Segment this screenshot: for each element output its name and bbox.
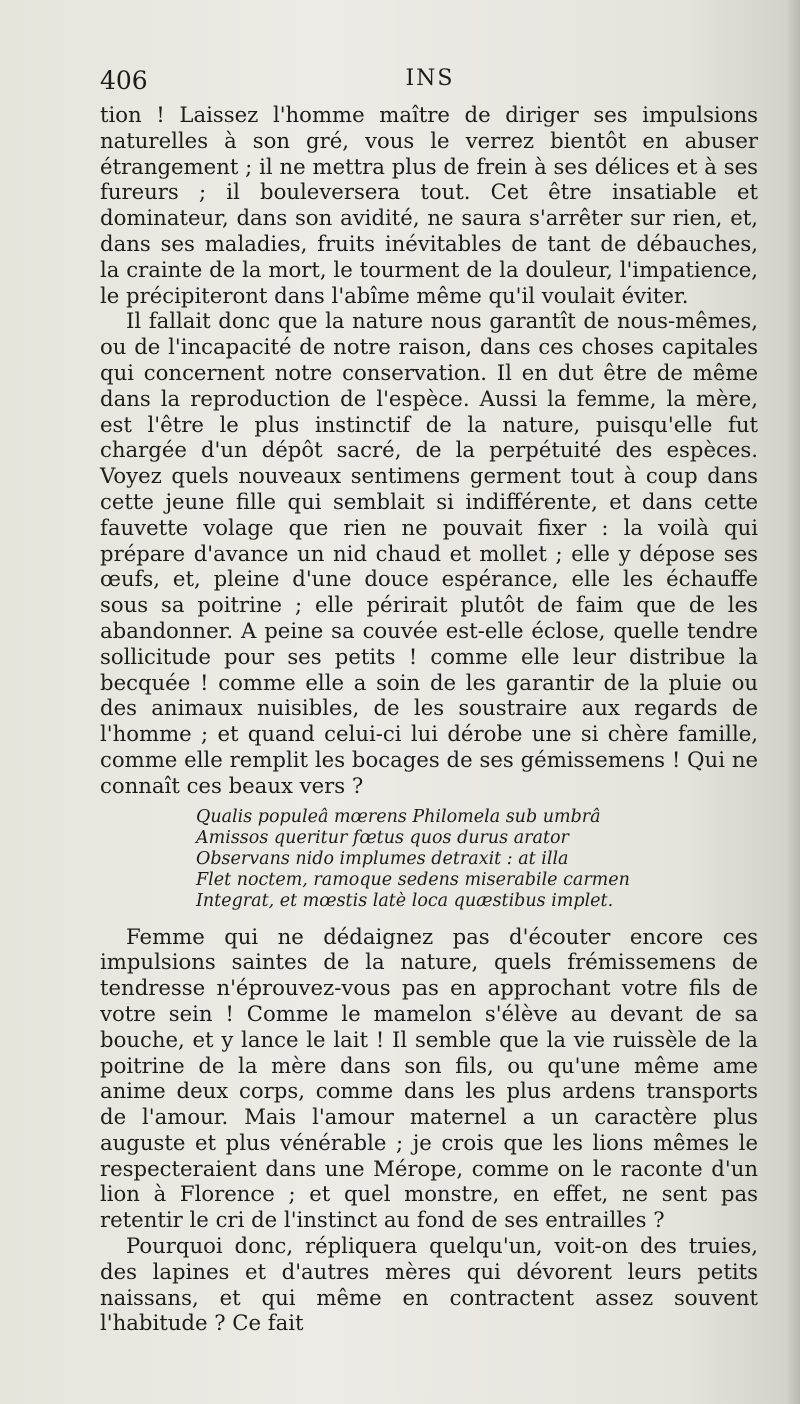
page-gutter-shadow — [786, 0, 800, 1404]
page-body — [100, 102, 758, 1336]
verse-line: Integrat, et mœstis latè loca quæstibus implet. — [196, 890, 614, 911]
latin-verse-quote — [196, 807, 758, 912]
verse-line: Flet noctem, ramoque sedens miserabile carmen — [196, 869, 630, 890]
paragraph-question: Pourquoi donc, répliquera quelqu'un, voit-on des truies, des lapines et d'autres mères qui dévorent leurs petits naissans, et qui même en contractent assez souvent l'habitude ? Ce fait — [100, 1233, 758, 1336]
verse-line: Amissos queritur fœtus quos durus arator — [196, 827, 569, 848]
paragraph-maternal-love: Femme qui ne dédaignez pas d'écouter encore ces impulsions saintes de la nature, quels frémissemens de tendresse n'éprouvez-vous pas en approchant votre fils de votre sein ! Comme le mamelon s'élève au devant de sa bouche, et y lance le lait ! Il semble que la vie ruissèle de la poitrine de la mère dans son fils, ou qu'une même ame anime deux corps, comme dans les plus ardens transports de l'amour. Mais l'amour maternel a un caractère plus auguste et plus vénérable ; je crois que les lions mêmes le respecteraient dans une Mérope, comme on le raconte d'un lion à Florence ; et quel monstre, en effet, ne sent pas retentir le cri de l'instinct au fond de ses entrailles ? — [100, 923, 758, 1233]
page-number: 406 — [100, 66, 148, 95]
paragraph-nature-instinct: Il fallait donc que la nature nous garantît de nous-mêmes, ou de l'incapacité de notre raison, dans ces choses capitales qui concernent notre conservation. Il en dut être de même dans la reproduction de l'espèce. Aussi la femme, la mère, est l'être le plus instinctif de la nature, puisqu'elle fut chargée d'un dépôt sacré, de la perpétuité des espèces. Voyez quels nouveaux sentimens germent tout à coup dans cette jeune fille qui semblait si indifférente, et dans cette fauvette volage que rien ne pouvait fixer : la voilà qui prépare d'avance un nid chaud et mollet ; elle y dépose ses œufs, et, pleine d'une douce espérance, elle les échauffe sous sa poitrine ; elle périrait plutôt de faim que de les abandonner. A peine sa couvée est-elle éclose, quelle tendre sollicitude pour ses petits ! comme elle leur distribue la becquée ! comme elle a soin de les garantir de la pluie ou des animaux nuisibles, de les soustraire aux regards de l'homme ; et quand celui-ci lui dérobe une si chère famille, comme elle remplit les bocages de ses gémissemens ! Qui ne connaît ces beaux vers ? — [100, 308, 758, 798]
page-header — [100, 66, 760, 102]
running-head: INS — [405, 66, 455, 91]
paragraph-continued: tion ! Laissez l'homme maître de diriger ses impulsions naturelles à son gré, vous le verrez bientôt en abuser étrangement ; il ne mettra plus de frein à ses délices et à ses fureurs ; il bouleversera tout. Cet être insatiable et dominateur, dans son avidité, ne saura s'arrêter sur rien, et, dans ses maladies, fruits inévitables de tant de débauches, la crainte de la mort, le tourment de la douleur, l'impatience, le précipiteront dans l'abîme même qu'il voulait éviter. — [100, 102, 758, 308]
verse-line: Observans nido implumes detraxit : at illa — [196, 848, 569, 869]
verse-line: Qualis populeâ mœrens Philomela sub umbrâ — [196, 806, 601, 827]
